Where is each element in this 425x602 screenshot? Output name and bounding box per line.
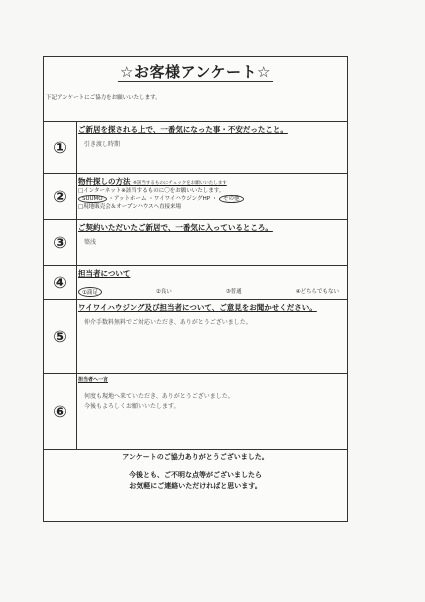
question-number-4: ④ — [44, 266, 77, 299]
question-number-6: ⑥ — [44, 374, 77, 449]
question-2 — [78, 176, 343, 187]
answer-1: 引き渡し時期 — [84, 141, 121, 148]
answer-6-line1: 何度も現地へ来ていただき、ありがとうございました。 — [84, 393, 234, 400]
option-athome: ・アットホーム — [108, 196, 147, 202]
question-row-2 — [44, 173, 347, 219]
option-suumo: SUUMO — [78, 195, 107, 203]
option-separator: ・ — [211, 196, 218, 202]
answer-5: 仲介手数料無料でご対応いただき、ありがとうございました。 — [84, 319, 252, 326]
question-number-1: ① — [44, 122, 77, 173]
option-other: その他 — [219, 195, 244, 203]
question-6: 担当者へ一言 — [78, 377, 109, 383]
survey-title — [44, 61, 347, 82]
rating-good: ②良い — [155, 289, 172, 295]
title-text: ☆お客様アンケート☆ — [120, 63, 271, 81]
footer-thanks: アンケートのご協力ありがとうございました。 — [122, 453, 269, 461]
question-4: 担当者について — [78, 269, 131, 278]
footer — [44, 449, 347, 521]
survey-sheet — [43, 56, 348, 522]
option-waiwai: ・ワイワイハウジングHP — [148, 196, 211, 202]
question-number-5: ⑤ — [44, 300, 77, 373]
question-2-text: 物件探しの方法 — [78, 177, 131, 186]
question-1: ご新居を探される上で、一番気になった事・不安だったこと。 — [78, 125, 288, 134]
answer-6-line2: 今後もよろしくお願いいたします。 — [84, 403, 180, 410]
internet-options — [78, 195, 343, 203]
rating-options — [78, 287, 343, 297]
footer-contact-1: 今後とも、ご不明な点等がございましたら — [129, 471, 262, 479]
rating-neutral: ④どちらでもない — [295, 289, 339, 295]
intro-text: 下記アンケートにご協力をお願いいたします。 — [46, 95, 161, 101]
question-number-3: ③ — [44, 220, 77, 265]
footer-contact-2: お気軽にご連絡いただければと思います。 — [129, 482, 262, 490]
option-internet: □インターネット※該当するものに〇をお願いいたします。 — [78, 188, 225, 194]
question-row-6 — [44, 373, 347, 449]
question-row-4 — [44, 265, 347, 299]
question-number-2: ② — [44, 174, 77, 219]
option-open-house: □現地販売会＆オープンハウスへ直接来場 — [78, 204, 182, 210]
question-row-5 — [44, 299, 347, 373]
rating-satisfied: ①満足 — [78, 287, 102, 297]
question-5: ワイワイハウジング及び担当者について、ご意見をお聞かせください。 — [78, 303, 317, 312]
question-row-3 — [44, 219, 347, 265]
question-row-1 — [44, 121, 347, 173]
answer-3: 築浅 — [84, 239, 97, 246]
question-3: ご契約いただいたご新居で、一番気に入っているところ。 — [78, 223, 273, 232]
question-2-note: ※該当するものにチェックをお願いいたします — [133, 181, 227, 186]
rating-average: ③普通 — [225, 289, 242, 295]
